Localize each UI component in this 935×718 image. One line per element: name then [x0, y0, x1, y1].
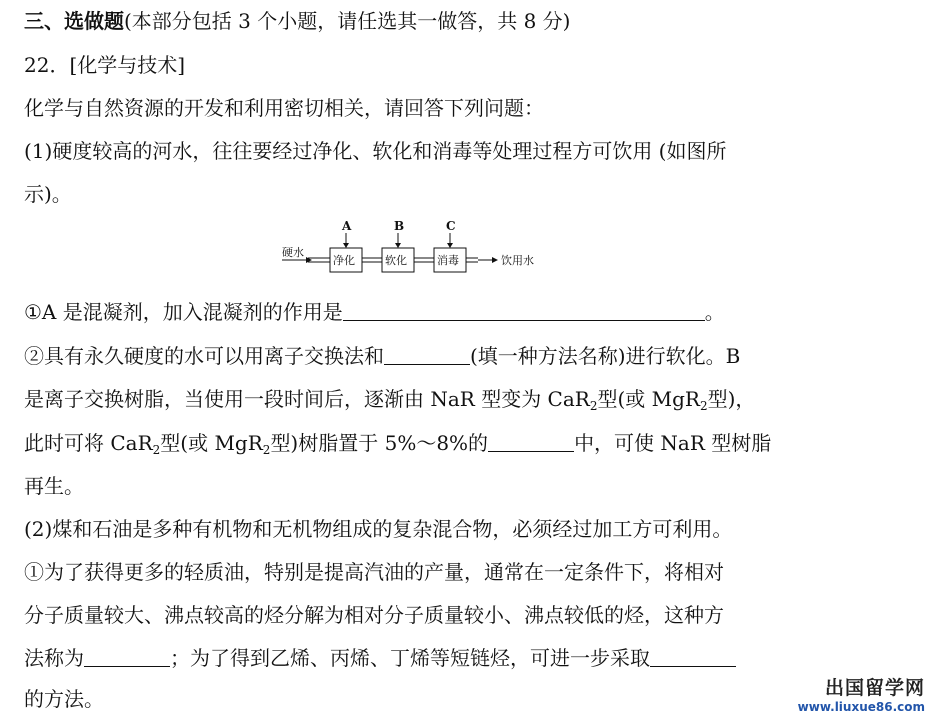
part1-line1: (1)硬度较高的河水，往往要经过净化、软化和消毒等处理过程方可饮用 (如图所: [24, 139, 727, 163]
answer-blank-2[interactable]: [384, 344, 470, 365]
answer-blank-1[interactable]: [343, 300, 705, 321]
answer-blank-4[interactable]: [84, 646, 170, 667]
q2-1-line3: 法称为 ；为了得到乙烯、丙烯、丁烯等短链烃，可进一步采取: [24, 645, 736, 671]
q2-1-line4: 的方法。: [24, 687, 104, 711]
part2: (2)煤和石油是多种有机物和无机物组成的复杂混合物，必须经过加工方可利用。: [24, 517, 733, 541]
watermark-logo: [798, 673, 925, 714]
water-treatment-diagram: [278, 218, 548, 280]
section-note: (本部分包括 3 个小题，请任选其一做答，共 8 分): [124, 9, 571, 33]
stage-label-b: 软化: [385, 254, 407, 267]
diagram-input-label: 硬水: [282, 246, 304, 259]
section-heading: [24, 8, 570, 34]
q2-1-line2: 分子质量较大、沸点较高的烃分解为相对分子质量较小、沸点较低的烃，这种方: [24, 603, 724, 627]
q1-2-line2: 是离子交换树脂，当使用一段时间后，逐渐由 NaR 型变为 CaR$_2$型(或 MgR$_2$型)，: [24, 387, 756, 413]
stage-letter-a: A: [342, 219, 352, 233]
diagram-output-label: 饮用水: [501, 254, 534, 267]
q1-2-line3: 此时可将 CaR$_2$型(或 MgR$_2$型)树脂置于 5%～8%的 中，可使 NaR 型树脂: [24, 431, 772, 457]
answer-blank-5[interactable]: [650, 646, 736, 667]
section-title: 三、选做题: [24, 9, 124, 33]
stage-letter-c: C: [446, 219, 456, 233]
q1-1: ①A 是混凝剂，加入混凝剂的作用是 。: [24, 300, 725, 324]
question-number: 22．[化学与技术]: [24, 53, 186, 77]
stage-label-c: 消毒: [437, 254, 459, 267]
output-arrowhead: [492, 257, 498, 263]
part1-line2: 示)。: [24, 182, 72, 206]
watermark-text: 出国留学网: [824, 677, 925, 699]
question-intro: 化学与自然资源的开发和利用密切相关，请回答下列问题：: [24, 96, 544, 120]
stage-letter-b: B: [394, 219, 405, 233]
answer-blank-3[interactable]: [488, 431, 574, 452]
q2-1-line1: ①为了获得更多的轻质油，特别是提高汽油的产量，通常在一定条件下，将相对: [24, 560, 724, 584]
watermark-url: www.liuxue86.com: [797, 700, 925, 714]
q1-2-line1: ②具有永久硬度的水可以用离子交换法和 (填一种方法名称)进行软化。B: [24, 344, 741, 368]
stage-label-a: 净化: [333, 254, 355, 267]
q1-2-line4: 再生。: [24, 474, 84, 498]
